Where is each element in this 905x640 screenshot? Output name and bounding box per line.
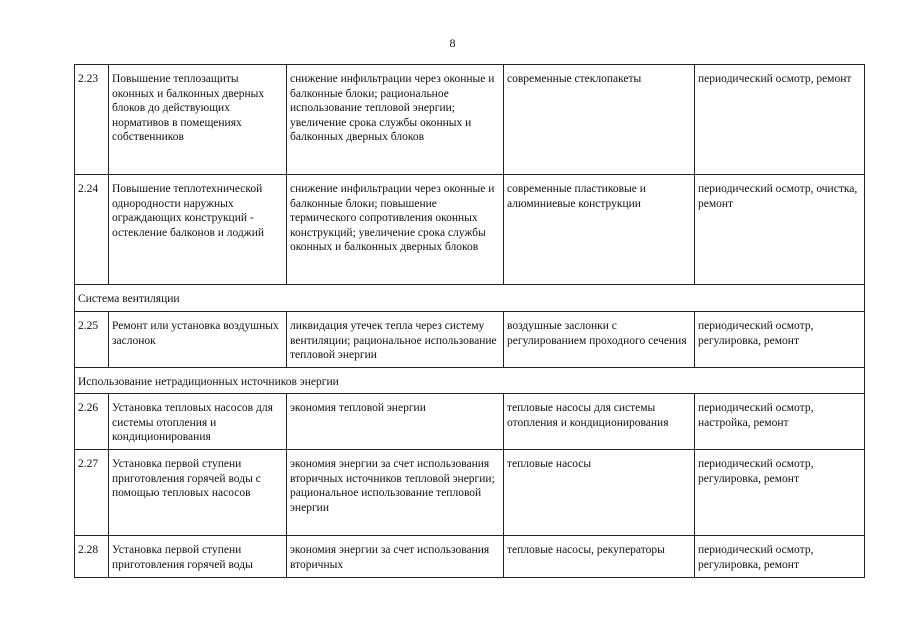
measure-cell: Ремонт или установка воздушных заслонок [109,312,287,368]
row-number: 2.23 [75,65,109,175]
row-number: 2.24 [75,175,109,285]
measure-cell: Установка первой ступени приготовления горячей воды [109,536,287,578]
measure-cell: Установка первой ступени приготовления горячей воды с помощью тепловых насосов [109,450,287,536]
control-cell: периодический осмотр, регулировка, ремонт [695,450,865,536]
page-number: 8 [449,36,456,50]
effect-cell: экономия энергии за счет использования вторичных источников тепловой энергии; рациональное использование тепловой энергии [287,450,504,536]
table-row [75,536,865,578]
section-title: Использование нетрадиционных источников энергии [75,368,865,394]
section-row [75,285,865,312]
effect-cell: экономия тепловой энергии [287,394,504,450]
effect-cell: снижение инфильтрации через оконные и балконные блоки; повышение термического сопротивления оконных конструкций; увеличение срока службы оконных и балконных дверных блоков [287,175,504,285]
measure-cell: Повышение теплотехнической однородности наружных ограждающих конструкций - остекление балконов и лоджий [109,175,287,285]
measure-cell: Установка тепловых насосов для системы отопления и кондиционирования [109,394,287,450]
effect-cell: экономия энергии за счет использования вторичных [287,536,504,578]
control-cell: периодический осмотр, очистка, ремонт [695,175,865,285]
section-title: Система вентиляции [75,285,865,312]
table-row [75,450,865,536]
effect-cell: ликвидация утечек тепла через систему вентиляции; рациональное использование тепловой энергии [287,312,504,368]
materials-cell: современные стеклопакеты [504,65,695,175]
row-number: 2.25 [75,312,109,368]
control-cell: периодический осмотр, настройка, ремонт [695,394,865,450]
row-number: 2.26 [75,394,109,450]
measure-cell: Повышение теплозащиты оконных и балконных дверных блоков до действующих нормативов в помещениях собственников [109,65,287,175]
section-row [75,368,865,394]
measures-table [74,64,865,578]
materials-cell: воздушные заслонки с регулированием проходного сечения [504,312,695,368]
materials-cell: современные пластиковые и алюминиевые конструкции [504,175,695,285]
table-row [75,65,865,175]
control-cell: периодический осмотр, ремонт [695,65,865,175]
control-cell: периодический осмотр, регулировка, ремонт [695,536,865,578]
table-row [75,394,865,450]
table-row [75,175,865,285]
control-cell: периодический осмотр, регулировка, ремонт [695,312,865,368]
row-number: 2.27 [75,450,109,536]
effect-cell: снижение инфильтрации через оконные и балконные блоки; рациональное использование тепловой энергии; увеличение срока службы оконных и балконных дверных блоков [287,65,504,175]
materials-cell: тепловые насосы [504,450,695,536]
row-number: 2.28 [75,536,109,578]
materials-cell: тепловые насосы, рекуператоры [504,536,695,578]
table-row [75,312,865,368]
materials-cell: тепловые насосы для системы отопления и кондиционирования [504,394,695,450]
